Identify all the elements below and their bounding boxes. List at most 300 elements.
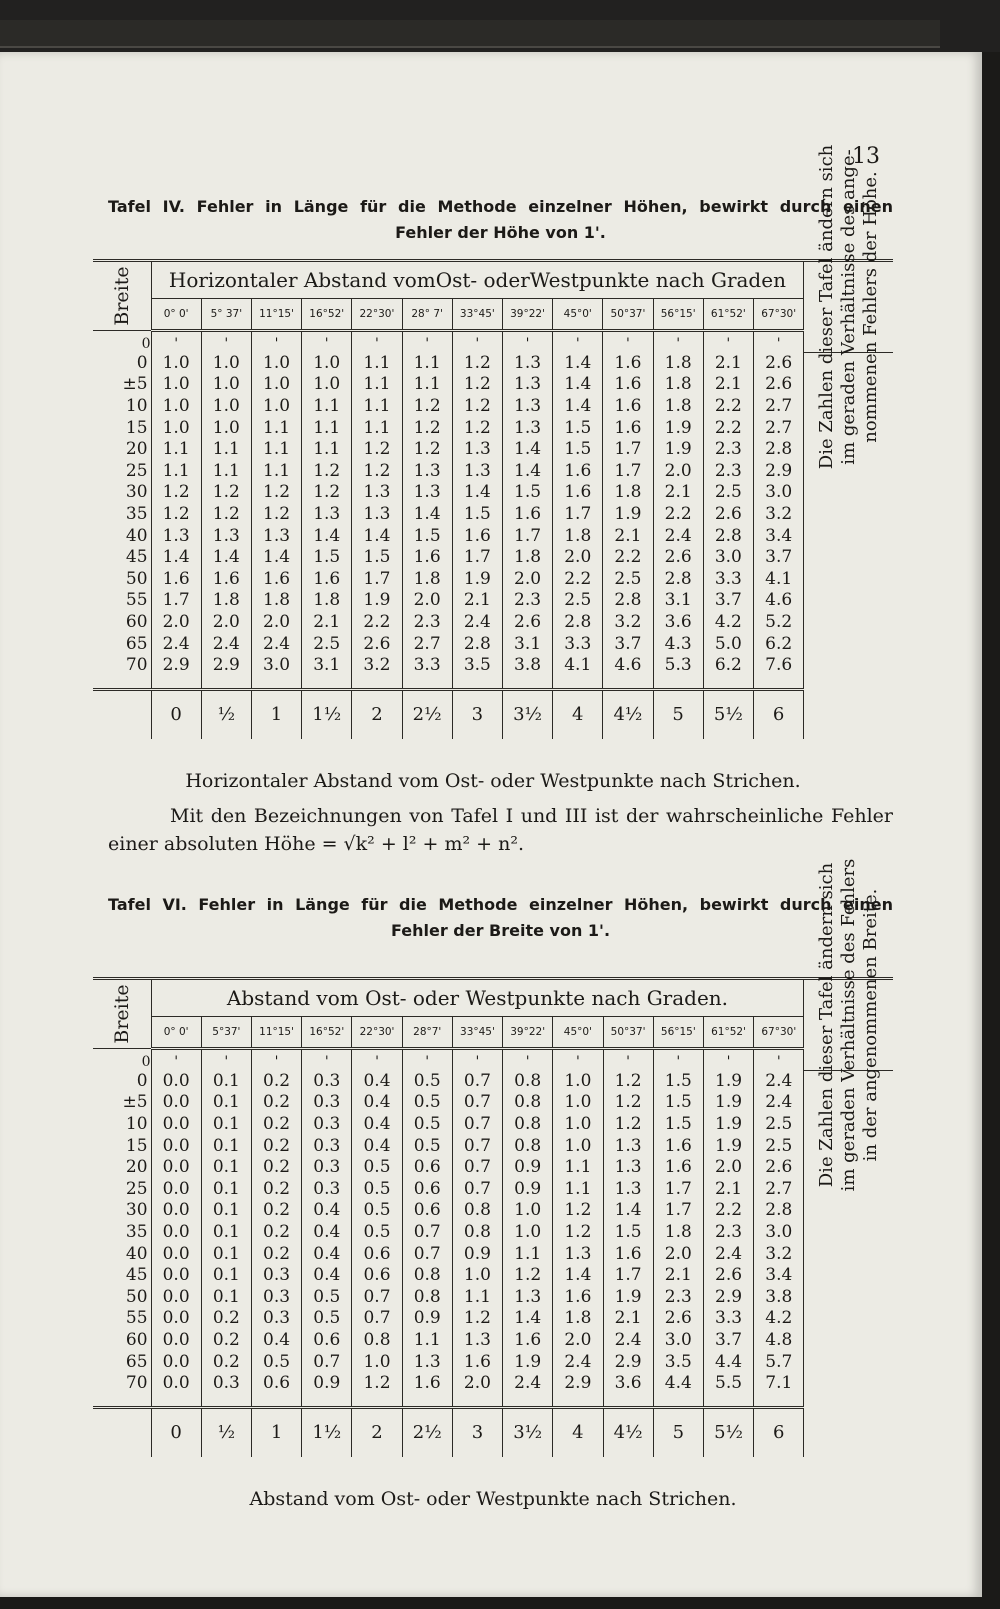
table6-cell: 1.7: [653, 1200, 703, 1222]
table4-row: [93, 460, 893, 482]
table4-caption: [108, 194, 893, 246]
table4-column-label: 56°15': [653, 299, 703, 331]
table6-cell: 0.7: [352, 1308, 402, 1330]
table4-column-labels: [93, 299, 893, 331]
table6-cell: 1.0: [352, 1351, 402, 1373]
table4-cell: 2.6: [502, 611, 552, 633]
table6-column-label: 16°52': [302, 1017, 352, 1049]
table4-cell: 2.1: [302, 611, 352, 633]
table4-cell: 1.8: [653, 352, 703, 374]
table6-row: [93, 1351, 893, 1373]
table4-cell: 1.5: [553, 438, 603, 460]
table4-latitude: 10: [93, 395, 151, 417]
table6-column-label: 39°22': [503, 1017, 553, 1049]
table4-cell: 3.2: [352, 654, 402, 676]
table6-latitude: 10: [93, 1113, 151, 1135]
table4-row: [93, 546, 893, 568]
table4-separator: [93, 676, 893, 690]
table6-cell: 1.3: [452, 1329, 502, 1351]
paragraph: [108, 802, 893, 858]
table6-cell: 1.6: [603, 1243, 653, 1265]
table6-cell: 0.0: [151, 1372, 201, 1394]
table6-cell: 1.2: [603, 1092, 653, 1114]
table4-cell: 1.6: [452, 525, 502, 547]
table6-cell: 0.7: [302, 1351, 352, 1373]
table4-cell: 2.2: [352, 611, 402, 633]
table4-row: [93, 611, 893, 633]
table6-cell: 0.3: [302, 1113, 352, 1135]
table4-cell: 2.8: [753, 438, 803, 460]
table6-minute-mark: ': [151, 1049, 201, 1071]
table6-latitude: 50: [93, 1286, 151, 1308]
table4-cell: 2.1: [653, 482, 703, 504]
table4-cell: 4.2: [703, 611, 753, 633]
table4-cell: 2.0: [251, 611, 301, 633]
table6-cell: 1.8: [653, 1221, 703, 1243]
table6-cell: 4.4: [703, 1351, 753, 1373]
table4-column-label: 28° 7': [402, 299, 452, 331]
table4-latitude: 25: [93, 460, 151, 482]
table6-latitude: 25: [93, 1178, 151, 1200]
table6-cell: 0.8: [402, 1286, 452, 1308]
table4-cell: 2.1: [603, 525, 653, 547]
table4-cell: 1.7: [151, 590, 201, 612]
table6-cell: 0.2: [201, 1351, 251, 1373]
table4-cell: 1.2: [402, 417, 452, 439]
table6-cell: 0.0: [151, 1308, 201, 1330]
table6-column-label: 0° 0': [151, 1017, 201, 1049]
table4-cell: 1.9: [352, 590, 402, 612]
table6-cell: 0.6: [352, 1243, 402, 1265]
table6-cell: 1.0: [553, 1135, 603, 1157]
table6-cell: 0.6: [402, 1178, 452, 1200]
table6-cell: 0.8: [503, 1092, 553, 1114]
table6-cell: 0.3: [302, 1070, 352, 1092]
table4-minute-mark: ': [402, 331, 452, 353]
table4-cell: 1.2: [452, 352, 502, 374]
table6-cell: 0.7: [452, 1070, 502, 1092]
table6-cell: 1.5: [653, 1092, 703, 1114]
table4-cell: 1.1: [201, 460, 251, 482]
table4-cell: 1.1: [402, 352, 452, 374]
table4-cell: 1.1: [151, 460, 201, 482]
table4-cell: 1.4: [302, 525, 352, 547]
table6-row: [93, 1092, 893, 1114]
table6-cell: 1.4: [553, 1264, 603, 1286]
table6-cell: 0.0: [151, 1329, 201, 1351]
table6-cell: 2.9: [603, 1351, 653, 1373]
table4-cell: 2.3: [703, 460, 753, 482]
table6-cell: 0.4: [352, 1092, 402, 1114]
table6-cell: 0.1: [201, 1113, 251, 1135]
table4-cell: 1.1: [352, 417, 402, 439]
table4-cell: 2.1: [703, 374, 753, 396]
table6-cell: 0.0: [151, 1200, 201, 1222]
table4-cell: 1.1: [302, 395, 352, 417]
table4-cell: 2.7: [402, 633, 452, 655]
table4-strich-value: 3½: [502, 689, 552, 739]
table6-minute-mark: ': [553, 1049, 603, 1071]
table6-minute-mark: ': [201, 1049, 251, 1071]
table4-cell: 2.3: [502, 590, 552, 612]
table6-side-note: Die Zahlen dieser Tafel ändern sich im geraden Verhältnisse des Fehlers in der angenommenen Breite.: [804, 980, 893, 1070]
table4-cell: 1.2: [452, 395, 502, 417]
table6-cell: 0.6: [402, 1156, 452, 1178]
table6-cell: 2.1: [603, 1308, 653, 1330]
table6-cell: 1.2: [603, 1070, 653, 1092]
table6-minute-mark: ': [251, 1049, 301, 1071]
table4-cell: 1.2: [452, 374, 502, 396]
table4-minute-mark: ': [201, 331, 251, 353]
table6-cell: 1.3: [603, 1178, 653, 1200]
table4-degree-mark: 0: [93, 331, 151, 353]
table6-cell: 2.4: [603, 1329, 653, 1351]
table6-cell: 0.1: [201, 1092, 251, 1114]
table6-cell: 0.1: [201, 1264, 251, 1286]
binding-strip: [0, 20, 940, 48]
table6-cell: 3.8: [754, 1286, 804, 1308]
table4-cell: 1.0: [201, 352, 251, 374]
table4-column-label: 39°22': [502, 299, 552, 331]
table4-cell: 1.3: [302, 503, 352, 525]
table4-column-label: 11°15': [251, 299, 301, 331]
table4-cell: 1.4: [402, 503, 452, 525]
table6-cell: 3.2: [754, 1243, 804, 1265]
table6-cell: 0.1: [201, 1286, 251, 1308]
table6-cell: 0.1: [201, 1243, 251, 1265]
table6-cell: 0.0: [151, 1135, 201, 1157]
table4-cell: 1.3: [452, 438, 502, 460]
table6-cell: 0.3: [302, 1092, 352, 1114]
table6-cell: 3.0: [754, 1221, 804, 1243]
table4-cell: 1.2: [251, 482, 301, 504]
table4-cell: 1.5: [452, 503, 502, 525]
table4-cell: 3.1: [302, 654, 352, 676]
table6-cell: 1.9: [703, 1070, 753, 1092]
table6-cell: 0.1: [201, 1178, 251, 1200]
table4-cell: 1.8: [502, 546, 552, 568]
table6-cell: 1.9: [503, 1351, 553, 1373]
table4-cell: 1.5: [352, 546, 402, 568]
table4-minute-mark: ': [703, 331, 753, 353]
table4-row: [93, 654, 893, 676]
table6-cell: 1.1: [553, 1178, 603, 1200]
table4-cell: 1.2: [452, 417, 502, 439]
table6-cell: 1.6: [402, 1372, 452, 1394]
table4-cell: 2.0: [502, 568, 552, 590]
table6-cell: 2.0: [653, 1243, 703, 1265]
table6-cell: 0.7: [452, 1135, 502, 1157]
table4-minute-mark: ': [302, 331, 352, 353]
table4-cell: 1.0: [201, 395, 251, 417]
table4-cell: 1.7: [452, 546, 502, 568]
table6-cell: 0.7: [452, 1092, 502, 1114]
table6-cell: 1.0: [452, 1264, 502, 1286]
table6-latitude: 40: [93, 1243, 151, 1265]
table6-cell: 1.2: [603, 1113, 653, 1135]
table4-cell: 3.3: [402, 654, 452, 676]
table6-cell: 0.5: [352, 1178, 402, 1200]
table6-strich-value: 5½: [703, 1407, 753, 1457]
table6-cell: 0.3: [302, 1135, 352, 1157]
table6-row: [93, 1070, 893, 1092]
table4-strich-value: 5: [653, 689, 703, 739]
table4-cell: 1.9: [603, 503, 653, 525]
table6-latitude: 20: [93, 1156, 151, 1178]
table4-cell: 2.2: [553, 568, 603, 590]
table4-cell: 1.1: [302, 438, 352, 460]
table4-cell: 5.0: [703, 633, 753, 655]
paragraph-line2: einer absoluten Höhe = √k² + l² + m² + n².: [108, 833, 525, 855]
table4-cell: 3.4: [753, 525, 803, 547]
table6-cell: 2.3: [703, 1221, 753, 1243]
table6-column-label: 56°15': [653, 1017, 703, 1049]
table6-row: [93, 1178, 893, 1200]
table6-cell: 1.9: [603, 1286, 653, 1308]
table6-cell: 0.2: [251, 1135, 301, 1157]
table6-cell: 0.7: [452, 1156, 502, 1178]
table4-cell: 2.4: [151, 633, 201, 655]
table4-cell: 1.9: [452, 568, 502, 590]
table6-strich-value: 6: [754, 1407, 804, 1457]
table4-cell: 1.3: [502, 417, 552, 439]
table6-minute-mark: ': [754, 1049, 804, 1071]
table6-cell: 1.0: [553, 1070, 603, 1092]
table4-cell: 1.4: [201, 546, 251, 568]
table4-cell: 1.2: [201, 503, 251, 525]
table6-cell: 0.6: [302, 1329, 352, 1351]
table6-cell: 1.6: [653, 1135, 703, 1157]
table4-cell: 1.0: [151, 352, 201, 374]
table6-cell: 0.8: [503, 1070, 553, 1092]
table6-cell: 1.2: [352, 1372, 402, 1394]
table6-minute-mark: ': [402, 1049, 452, 1071]
table4-cell: 1.0: [302, 352, 352, 374]
table4-cell: 2.9: [201, 654, 251, 676]
table6-cell: 0.5: [251, 1351, 301, 1373]
table4-cell: 1.1: [251, 438, 301, 460]
table6-cell: 2.4: [754, 1092, 804, 1114]
table4-cell: 1.7: [502, 525, 552, 547]
table6-cell: 1.6: [452, 1351, 502, 1373]
table6-cell: 1.0: [503, 1200, 553, 1222]
table6-cell: 0.2: [201, 1308, 251, 1330]
table6-cell: 1.2: [452, 1308, 502, 1330]
table6-cell: 0.2: [251, 1156, 301, 1178]
table6-minute-mark: ': [603, 1049, 653, 1071]
table6-cell: 1.3: [503, 1286, 553, 1308]
table6-latitude: 45: [93, 1264, 151, 1286]
table6-cell: 1.4: [603, 1200, 653, 1222]
table4-cell: 1.8: [251, 590, 301, 612]
table4-cell: 1.0: [251, 352, 301, 374]
table4-cell: 1.5: [553, 417, 603, 439]
table4-cell: 1.2: [251, 503, 301, 525]
table4-row: [93, 395, 893, 417]
table6-cell: 2.4: [754, 1070, 804, 1092]
table6-cell: 0.8: [402, 1264, 452, 1286]
table6-row: [93, 1156, 893, 1178]
table6-cell: 0.1: [201, 1070, 251, 1092]
table4-footer: Horizontaler Abstand vom Ost- oder Westpunkte nach Strichen.: [185, 770, 801, 792]
table4-strich-value: 0: [151, 689, 201, 739]
table6-cell: 2.1: [653, 1264, 703, 1286]
table4-cell: 3.6: [653, 611, 703, 633]
table6-strich-value: 4½: [603, 1407, 653, 1457]
table4-cell: 1.3: [402, 482, 452, 504]
table6-cell: 1.8: [553, 1308, 603, 1330]
table4-cell: 1.2: [302, 482, 352, 504]
table6-cell: 4.4: [653, 1372, 703, 1394]
table4-cell: 1.9: [653, 438, 703, 460]
table6-cell: 0.5: [302, 1286, 352, 1308]
table4-minute-mark: ': [251, 331, 301, 353]
table6-strich-value: 4: [553, 1407, 603, 1457]
table6-column-label: 28°7': [402, 1017, 452, 1049]
table4-cell: 2.8: [603, 590, 653, 612]
table6-cell: 0.4: [251, 1329, 301, 1351]
table6-cell: 0.1: [201, 1135, 251, 1157]
table6-cell: 0.9: [503, 1156, 553, 1178]
table4-cell: 4.1: [753, 568, 803, 590]
table6-cell: 3.0: [653, 1329, 703, 1351]
table4-cell: 1.6: [302, 568, 352, 590]
table6-cell: 1.5: [653, 1070, 703, 1092]
table4-cell: 2.5: [703, 482, 753, 504]
table6-cell: 0.0: [151, 1264, 201, 1286]
table6-cell: 0.0: [151, 1286, 201, 1308]
table4-cell: 2.3: [402, 611, 452, 633]
table6-cell: 0.7: [352, 1286, 402, 1308]
table4-cell: 1.3: [502, 374, 552, 396]
table6-row: [93, 1264, 893, 1286]
table4-strich-value: 5½: [703, 689, 753, 739]
table6-cell: 1.1: [553, 1156, 603, 1178]
table6-cell: 1.1: [503, 1243, 553, 1265]
table6-row: [93, 1200, 893, 1222]
table4-minute-mark: ': [452, 331, 502, 353]
table4-cell: 1.6: [251, 568, 301, 590]
table6-cell: 0.5: [402, 1113, 452, 1135]
table4-cell: 1.7: [553, 503, 603, 525]
table4-row: [93, 417, 893, 439]
table6-cell: 2.1: [703, 1178, 753, 1200]
table4-cell: 5.3: [653, 654, 703, 676]
table6-latitude: ±5: [93, 1092, 151, 1114]
table4-cell: 1.1: [201, 438, 251, 460]
table4-strich-value: 4½: [603, 689, 653, 739]
table6-cell: 0.1: [201, 1221, 251, 1243]
table4-latitude: ±5: [93, 374, 151, 396]
table4-cell: 1.5: [402, 525, 452, 547]
table6-cell: 1.9: [703, 1113, 753, 1135]
table6-cell: 1.9: [703, 1092, 753, 1114]
table4-strich-value: 6: [753, 689, 803, 739]
table4-latitude: 50: [93, 568, 151, 590]
table6-cell: 0.2: [251, 1113, 301, 1135]
table6-cell: 0.8: [503, 1135, 553, 1157]
table4-cell: 2.7: [753, 395, 803, 417]
table6-cell: 0.5: [402, 1070, 452, 1092]
table4-cell: 3.7: [603, 633, 653, 655]
table6-cell: 0.9: [402, 1308, 452, 1330]
table4-cell: 2.4: [251, 633, 301, 655]
table4-cell: 1.1: [402, 374, 452, 396]
table6-cell: 0.0: [151, 1070, 201, 1092]
table4-cell: 1.7: [352, 568, 402, 590]
table6-cell: 1.0: [553, 1113, 603, 1135]
table6-minute-mark: ': [452, 1049, 502, 1071]
table6-cell: 5.5: [703, 1372, 753, 1394]
table4-cell: 1.0: [201, 417, 251, 439]
table4-cell: 3.7: [703, 590, 753, 612]
table4-latitude: 20: [93, 438, 151, 460]
table6-cell: 0.4: [352, 1113, 402, 1135]
table4-cell: 1.8: [653, 374, 703, 396]
table6-cell: 0.1: [201, 1156, 251, 1178]
table6-cell: 0.6: [251, 1372, 301, 1394]
table6-column-label: 67°30': [754, 1017, 804, 1049]
table6-cell: 1.1: [402, 1329, 452, 1351]
table4-cell: 2.2: [703, 417, 753, 439]
table4-cell: 1.6: [502, 503, 552, 525]
table6-cell: 0.5: [302, 1308, 352, 1330]
table4-cell: 1.2: [352, 438, 402, 460]
table4-row: [93, 590, 893, 612]
table6-row: [93, 1113, 893, 1135]
table6-cell: 2.2: [703, 1200, 753, 1222]
table4-latitude: 30: [93, 482, 151, 504]
table4-cell: 1.6: [553, 460, 603, 482]
table4-strich-row: [93, 689, 893, 739]
table4-cell: 1.6: [402, 546, 452, 568]
table6-cell: 2.6: [703, 1264, 753, 1286]
table6-footer: Abstand vom Ost- oder Westpunkte nach Strichen.: [249, 1488, 737, 1510]
table4-cell: 1.9: [653, 417, 703, 439]
table6-minute-mark: ': [503, 1049, 553, 1071]
table6-cell: 1.2: [553, 1221, 603, 1243]
table6-title-line1: Tafel VI. Fehler in Länge für die Methode einzelner Höhen, bewirkt durch einen: [108, 895, 893, 914]
table4-cell: 1.0: [302, 374, 352, 396]
table6-cell: 0.0: [151, 1178, 201, 1200]
table4-column-label: 67°30': [753, 299, 803, 331]
table4-column-label: 50°37': [603, 299, 653, 331]
table4-strich-value: 1½: [302, 689, 352, 739]
table6-strich-value: 5: [653, 1407, 703, 1457]
table4-cell: 2.8: [452, 633, 502, 655]
table6-cell: 2.4: [703, 1243, 753, 1265]
table4-cell: 3.3: [553, 633, 603, 655]
table4-cell: 1.2: [402, 438, 452, 460]
table6-cell: 1.5: [603, 1221, 653, 1243]
table4-cell: 2.3: [703, 438, 753, 460]
table4-column-header: Horizontaler Abstand vomOst- oderWestpunkte nach Graden: [151, 262, 804, 299]
table4-cell: 1.6: [603, 395, 653, 417]
table4-cell: 1.2: [151, 503, 201, 525]
table6-latitude: 55: [93, 1308, 151, 1330]
table4-cell: 2.2: [703, 395, 753, 417]
table6-cell: 1.2: [553, 1200, 603, 1222]
table4-latitude: 15: [93, 417, 151, 439]
table4-cell: 3.0: [251, 654, 301, 676]
table4-cell: 1.2: [151, 482, 201, 504]
table6-cell: 2.3: [653, 1286, 703, 1308]
table4-cell: 1.1: [352, 395, 402, 417]
table6-cell: 2.0: [452, 1372, 502, 1394]
table4-column-label: 33°45': [452, 299, 502, 331]
page-number: 13: [852, 144, 880, 169]
table4-cell: 3.2: [603, 611, 653, 633]
